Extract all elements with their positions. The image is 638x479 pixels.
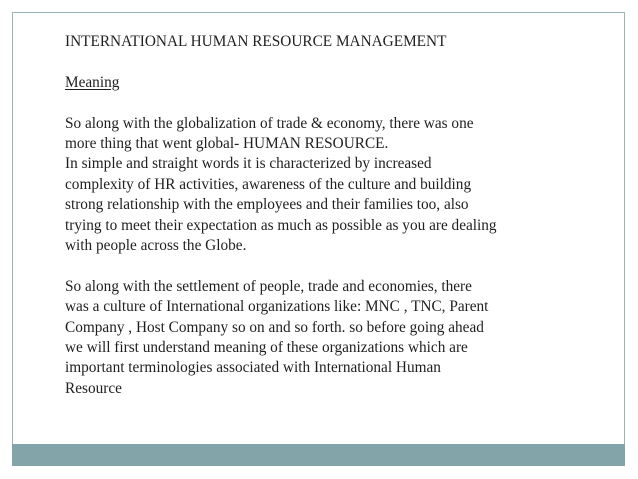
paragraph-2-line: So along with the settlement of people, trade and economies, there	[65, 277, 472, 295]
paragraph-2-line: we will first understand meaning of these organizations which are	[65, 339, 468, 357]
paragraph-2-line: Company , Host Company so on and so forth. so before going ahead	[65, 318, 484, 336]
slide-content	[65, 32, 585, 399]
paragraph-1-line: more thing that went global- HUMAN RESOURCE.	[65, 135, 389, 152]
paragraph-1-line: with people across the Globe.	[65, 237, 247, 255]
paragraph-1-line: strong relationship with the employees and their families too, also	[65, 196, 469, 214]
paragraph-2-line: Resource	[65, 379, 122, 397]
slide-title: INTERNATIONAL HUMAN RESOURCE MANAGEMENT	[65, 33, 447, 50]
paragraph-2-line: was a culture of International organizations like: MNC , TNC, Parent	[65, 298, 489, 316]
paragraph-1	[65, 114, 585, 257]
slide-footer-bar	[12, 444, 625, 466]
paragraph-1-line: complexity of HR activities, awareness of the culture and building	[65, 175, 472, 193]
paragraph-2-line: important terminologies associated with International Human	[65, 359, 441, 377]
paragraph-1-line: trying to meet their expectation as much as possible as you are dealing	[65, 216, 497, 234]
paragraph-1-line: In simple and straight words it is characterized by increased	[65, 155, 432, 173]
paragraph-2	[65, 277, 585, 399]
section-heading-meaning: Meaning	[65, 73, 120, 91]
paragraph-1-line: So along with the globalization of trade & economy, there was one	[65, 114, 474, 132]
